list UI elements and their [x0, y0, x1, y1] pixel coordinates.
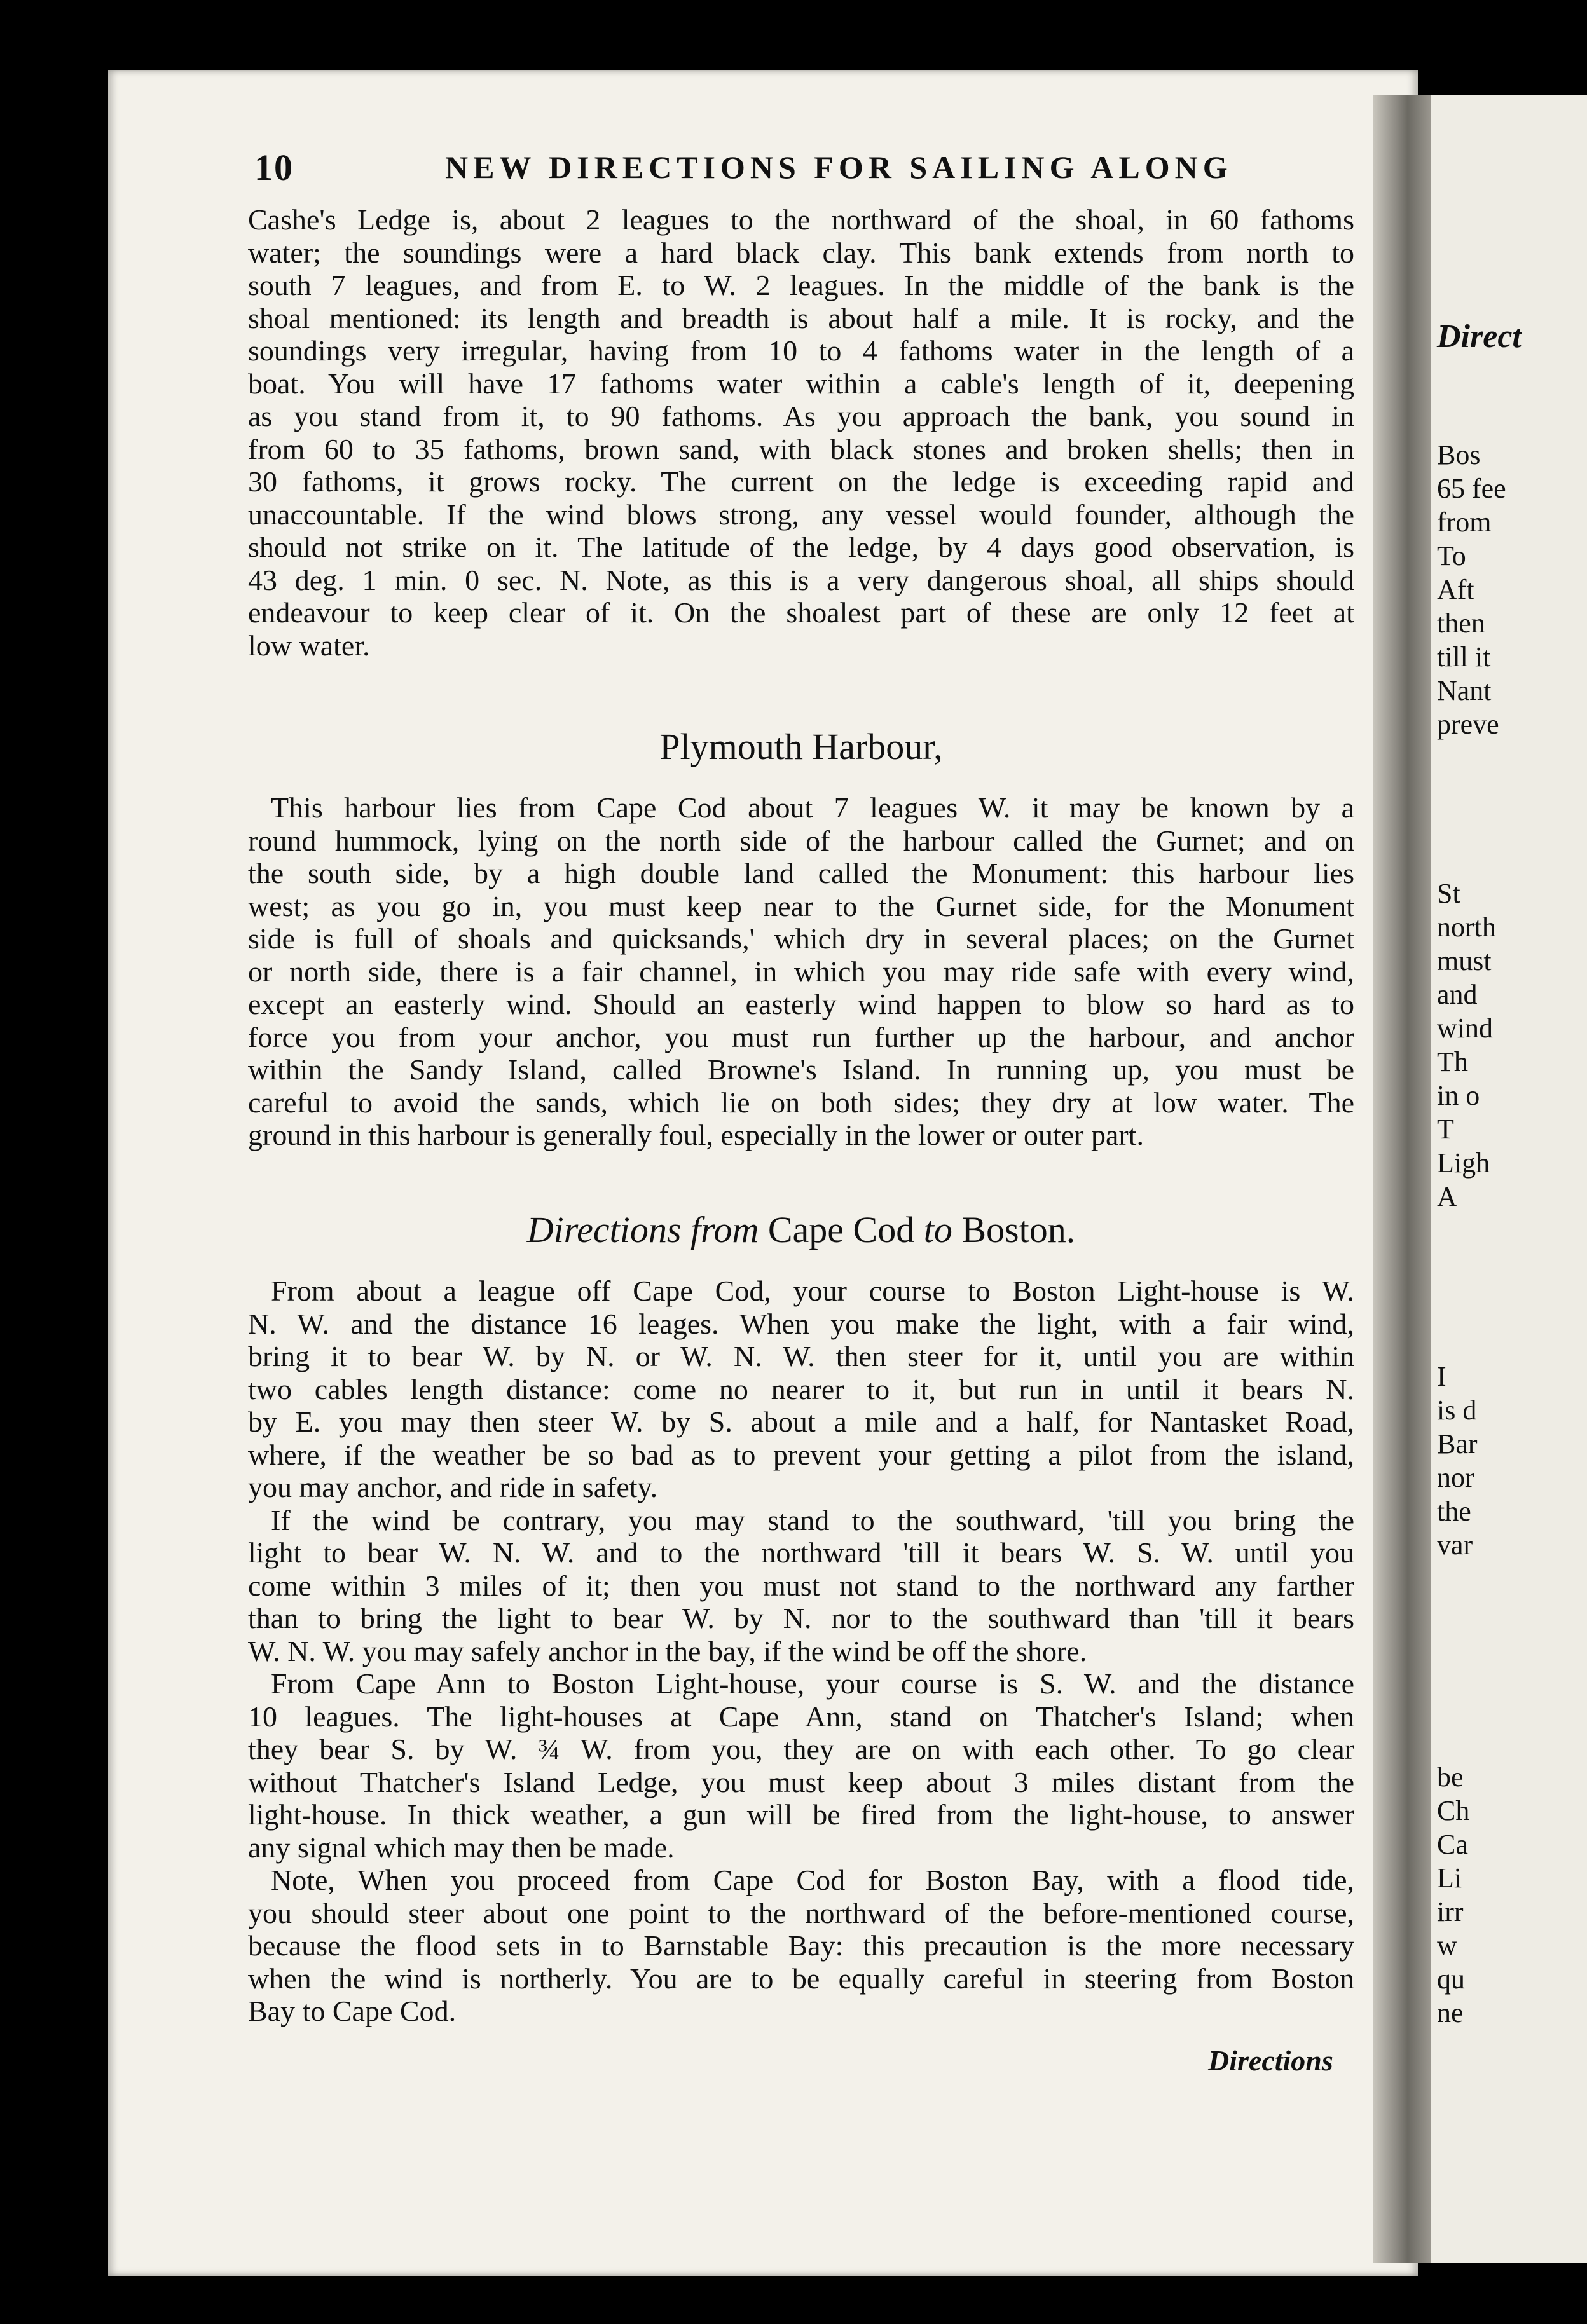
facing-line: wind — [1437, 1013, 1493, 1044]
text-line: you should steer about one point to the northward of the before-mentioned course, — [248, 1896, 1354, 1929]
text-line: endeavour to keep clear of it. On the shoalest part of these are only 12 feet at — [248, 596, 1354, 629]
facing-line: Ligh — [1437, 1147, 1490, 1179]
text-line: by E. you may then steer W. by S. about a mile and a half, for Nantasket Road, — [248, 1405, 1354, 1438]
facing-page — [1431, 95, 1587, 2263]
text-line: force you from your anchor, you must run further up the harbour, and anchor — [248, 1020, 1354, 1053]
catchword: Directions — [1208, 2044, 1333, 2077]
facing-line: nor — [1437, 1462, 1474, 1493]
text-line: From about a league off Cape Cod, your course to Boston Light-house is W. — [271, 1275, 1354, 1307]
cape-cod-boston-paragraphs — [248, 1275, 1354, 2028]
text-line: because the flood sets in to Barnstable Bay: this precaution is the more necessary — [248, 1929, 1354, 1962]
text-line: ground in this harbour is generally foul, especially in the lower or outer part. — [248, 1119, 1144, 1151]
text-line: without Thatcher's Island Ledge, you must keep about 3 miles distant from the — [248, 1765, 1354, 1798]
text-line: should not strike on it. The latitude of the ledge, by 4 days good observation, is — [248, 531, 1354, 563]
facing-line: w — [1437, 1930, 1457, 1961]
facing-line: north — [1437, 912, 1496, 943]
heading-part: to — [923, 1209, 952, 1250]
facing-line: I — [1437, 1361, 1446, 1392]
facing-line: qu — [1437, 1964, 1465, 1995]
text-line: they bear S. by W. ¾ W. from you, they are on with each other. To go clear — [248, 1733, 1354, 1765]
facing-line: must — [1437, 945, 1492, 976]
facing-line: Ca — [1437, 1829, 1468, 1860]
heading-part: Boston. — [961, 1209, 1076, 1250]
facing-line: T — [1437, 1114, 1454, 1145]
plymouth-paragraph — [248, 791, 1354, 1152]
facing-line: be — [1437, 1761, 1464, 1793]
facing-line: ne — [1437, 1997, 1464, 2028]
text-line: Bay to Cape Cod. — [248, 1995, 457, 2027]
text-line: W. N. W. you may safely anchor in the bay, if the wind be off the shore. — [248, 1634, 1087, 1667]
facing-line: Aft — [1437, 574, 1474, 605]
text-line: as you stand from it, to 90 fathoms. As you approach the bank, you sound in — [248, 400, 1354, 432]
facing-line: Direct — [1437, 318, 1522, 355]
section-heading-plymouth: Plymouth Harbour, — [659, 726, 943, 767]
text-line: careful to avoid the sands, which lie on both sides; they dry at low water. The — [248, 1086, 1354, 1119]
facing-line: Bos — [1437, 439, 1481, 470]
facing-line: 65 fee — [1437, 473, 1506, 504]
facing-line: Nant — [1437, 675, 1492, 706]
text-line: Cashe's Ledge is, about 2 leagues to the northward of the shoal, in 60 fathoms — [248, 203, 1354, 236]
text-line: you may anchor, and ride in safety. — [248, 1471, 658, 1503]
facing-line: is d — [1437, 1395, 1477, 1426]
text-line: light-house. In thick weather, a gun will be fired from the light-house, to answer — [248, 1798, 1354, 1831]
book-gutter — [1373, 95, 1431, 2263]
text-line: two cables length distance: come no nearer to it, but run in until it bears N. — [248, 1372, 1354, 1405]
text-line: from 60 to 35 fathoms, brown sand, with black stones and broken shells; then in — [248, 432, 1354, 465]
running-head: NEW DIRECTIONS FOR SAILING ALONG — [445, 149, 1233, 185]
text-line: low water. — [248, 629, 370, 662]
text-line: From Cape Ann to Boston Light-house, your course is S. W. and the distance — [271, 1667, 1354, 1700]
facing-line: var — [1437, 1529, 1473, 1561]
heading-part: Cape Cod — [767, 1209, 915, 1250]
facing-line: To — [1437, 540, 1466, 571]
text-line: come within 3 miles of it; then you must not stand to the northward any farther — [248, 1569, 1354, 1602]
text-line: If the wind be contrary, you may stand to the southward, 'till you bring the — [271, 1503, 1354, 1536]
text-line: west; as you go in, you must keep near to the Gurnet side, for the Monument — [248, 889, 1354, 922]
facing-line: A — [1437, 1181, 1457, 1212]
text-line: water; the soundings were a hard black clay. This bank extends from north to — [248, 236, 1354, 269]
text-line: 43 deg. 1 min. 0 sec. N. Note, as this is a very dangerous shoal, all ships should — [248, 563, 1354, 596]
facing-line: Bar — [1437, 1428, 1478, 1459]
text-line: any signal which may then be made. — [248, 1831, 675, 1864]
text-line: 30 fathoms, it grows rocky. The current on the ledge is exceeding rapid and — [248, 465, 1354, 498]
facing-line: Ch — [1437, 1795, 1470, 1826]
facing-line: from — [1437, 507, 1492, 538]
facing-line: Th — [1437, 1046, 1468, 1077]
page-header — [254, 146, 1361, 203]
facing-line: St — [1437, 878, 1460, 909]
text-line: south 7 leagues, and from E. to W. 2 leagues. In the middle of the bank is the — [248, 269, 1354, 301]
text-line: unaccountable. If the wind blows strong, any vessel would founder, although the — [248, 498, 1354, 531]
text-line: light to bear W. N. W. and to the northward 'till it bears W. S. W. until you — [248, 1536, 1354, 1569]
text-line: soundings very irregular, having from 10 to 4 fathoms water in the length of a — [248, 334, 1354, 367]
facing-line: in o — [1437, 1080, 1480, 1111]
section-heading-cape-cod-boston — [248, 1208, 1354, 1252]
facing-line: Li — [1437, 1863, 1462, 1894]
text-line: Note, When you proceed from Cape Cod for Boston Bay, with a flood tide, — [271, 1864, 1354, 1896]
facing-line: the — [1437, 1496, 1471, 1527]
text-line: bring it to bear W. by N. or W. N. W. then steer for it, until you are within — [248, 1340, 1354, 1372]
facing-line: then — [1437, 608, 1485, 639]
text-line: except an easterly wind. Should an easterly wind happen to blow so hard as to — [248, 988, 1354, 1020]
cashes-ledge-paragraph — [248, 203, 1354, 662]
text-line: N. W. and the distance 16 leages. When you make the light, with a fair wind, — [248, 1307, 1354, 1340]
facing-line: and — [1437, 979, 1478, 1010]
text-line: than to bring the light to bear W. by N. nor to the southward than 'till it bears — [248, 1602, 1354, 1634]
text-line: where, if the weather be so bad as to prevent your getting a pilot from the island, — [248, 1438, 1354, 1471]
facing-line: till it — [1437, 641, 1491, 673]
text-line: the south side, by a high double land called the Monument: this harbour lies — [248, 857, 1354, 889]
page-number: 10 — [254, 147, 294, 188]
text-line: when the wind is northerly. You are to be equally careful in steering from Boston — [248, 1962, 1354, 1995]
text-line: This harbour lies from Cape Cod about 7 leagues W. it may be known by a — [271, 791, 1354, 824]
text-line: or north side, there is a fair channel, in which you may ride safe with every wind, — [248, 955, 1354, 988]
text-line: 10 leagues. The light-houses at Cape Ann, stand on Thatcher's Island; when — [248, 1700, 1354, 1733]
text-line: within the Sandy Island, called Browne's Island. In running up, you must be — [248, 1053, 1354, 1086]
text-line: side is full of shoals and quicksands,' which dry in several places; on the Gurnet — [248, 922, 1354, 955]
facing-line: preve — [1437, 709, 1499, 740]
text-line: shoal mentioned: its length and breadth is about half a mile. It is rocky, and the — [248, 301, 1354, 334]
text-line: boat. You will have 17 fathoms water within a cable's length of it, deepening — [248, 367, 1354, 400]
text-line: round hummock, lying on the north side of the harbour called the Gurnet; and on — [248, 824, 1354, 857]
heading-part: Directions from — [526, 1209, 759, 1250]
facing-line: irr — [1437, 1896, 1464, 1927]
